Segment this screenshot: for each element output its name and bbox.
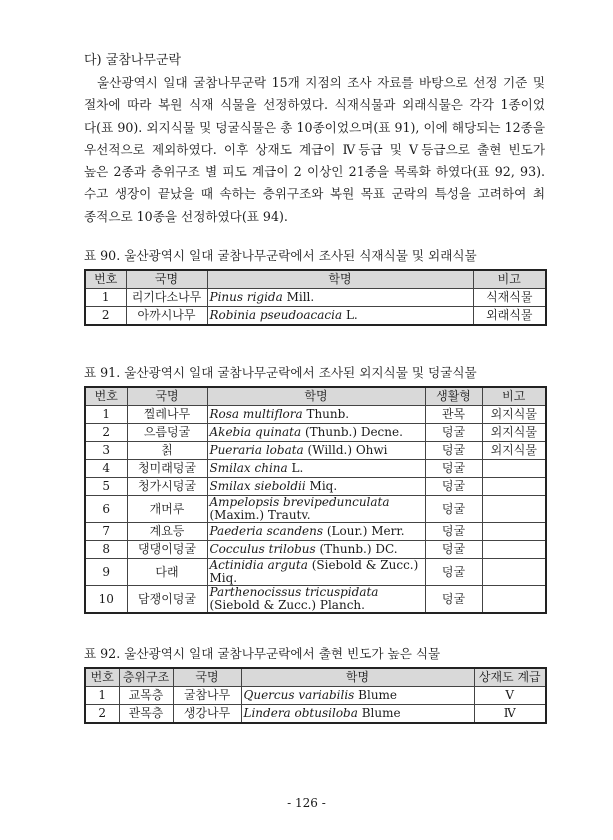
note-cell (482, 559, 546, 586)
no-cell: 6 (85, 496, 127, 523)
class-cell: Ⅴ (474, 687, 546, 705)
scientific-name: Pinus rigida (209, 290, 283, 304)
author-name: Mill. (282, 290, 315, 304)
table-row (85, 478, 546, 496)
table-92-caption: 표 92. 울산광역시 일대 굴참나무군락에서 출현 빈도가 높은 식물 (84, 646, 441, 661)
scientific-name: Robinia pseudoacacia (209, 308, 343, 322)
header-cell: 상재도 계급 (474, 668, 546, 687)
korean-cell: 청미래덩굴 (127, 460, 207, 478)
korean-cell: 아까시나무 (126, 307, 207, 326)
korean-cell: 생강나무 (173, 705, 241, 724)
korean-cell: 찔레나무 (127, 406, 207, 424)
scientific-name-cell (207, 541, 425, 559)
scientific-name-cell (207, 307, 473, 326)
no-cell: 2 (85, 705, 119, 724)
table-row (85, 424, 546, 442)
scientific-name: Cocculus trilobus (209, 542, 316, 556)
note-cell (482, 523, 546, 541)
form-cell: 덩굴 (425, 496, 482, 523)
scientific-name-cell (207, 586, 425, 614)
author-name: L. (287, 461, 304, 475)
table-row (85, 523, 546, 541)
korean-cell: 리기다소나무 (126, 289, 207, 307)
scientific-name: Paederia scandens (209, 524, 324, 538)
form-cell: 덩굴 (425, 478, 482, 496)
no-cell: 7 (85, 523, 127, 541)
scientific-name: Pueraria lobata (209, 443, 304, 457)
scientific-name-cell (207, 523, 425, 541)
scientific-name: Akebia quinata (209, 425, 302, 439)
scientific-name-cell (207, 496, 425, 523)
table-row (85, 496, 546, 523)
no-cell: 9 (85, 559, 127, 586)
layer-cell: 관목층 (119, 705, 173, 724)
paragraph-line: 우선적으로 제외하였다. 이후 상재도 계급이 Ⅳ등급 및 Ⅴ등급으로 출현 빈도가 (84, 141, 545, 157)
author-name: (Siebold & Zucc.) Miq. (209, 558, 419, 585)
scientific-name-cell (207, 289, 473, 307)
no-cell: 1 (85, 687, 119, 705)
note-cell (482, 541, 546, 559)
paragraph-line: 수고 생장이 끝났을 때 속하는 층위구조와 복원 목표 군락의 특성을 고려하여 최 (84, 186, 545, 202)
no-cell: 5 (85, 478, 127, 496)
note-cell: 외지식물 (482, 406, 546, 424)
no-cell: 2 (85, 307, 126, 326)
table-row (85, 586, 546, 614)
header-cell: 생활형 (425, 387, 482, 406)
form-cell: 덩굴 (425, 442, 482, 460)
form-cell: 관목 (425, 406, 482, 424)
author-name: (Thunb.) Decne. (301, 425, 403, 439)
scientific-name: Actinidia arguta (209, 558, 308, 572)
no-cell: 2 (85, 424, 127, 442)
scientific-name: Smilax sieboldii (209, 479, 306, 493)
header-cell: 국명 (126, 270, 207, 289)
scientific-name-cell (207, 478, 425, 496)
author-name: (Willd.) Ohwi (303, 443, 388, 457)
korean-cell: 굴참나무 (173, 687, 241, 705)
header-cell: 국명 (127, 387, 207, 406)
scientific-name-cell (241, 687, 474, 705)
form-cell: 덩굴 (425, 559, 482, 586)
scientific-name-cell (207, 559, 425, 586)
note-cell (482, 586, 546, 614)
table-91-caption: 표 91. 울산광역시 일대 굴참나무군락에서 조사된 외지식물 및 덩굴식물 (84, 365, 477, 380)
paragraph-line: 울산광역시 일대 굴참나무군락 15개 지점의 조사 자료를 바탕으로 선정 기준 및 (97, 75, 545, 90)
header-cell: 학명 (207, 270, 473, 289)
scientific-name: Parthenocissus tricuspidata (209, 585, 379, 599)
form-cell: 덩굴 (425, 424, 482, 442)
table-row (85, 460, 546, 478)
no-cell: 8 (85, 541, 127, 559)
korean-cell: 청가시덩굴 (127, 478, 207, 496)
table-90-caption: 표 90. 울산광역시 일대 굴참나무군락에서 조사된 식재식물 및 외래식물 (84, 248, 477, 263)
scientific-name-cell (207, 460, 425, 478)
header-cell: 학명 (241, 668, 474, 687)
class-cell: Ⅳ (474, 705, 546, 724)
no-cell: 4 (85, 460, 127, 478)
note-cell (482, 478, 546, 496)
header-cell: 학명 (207, 387, 425, 406)
note-cell (482, 496, 546, 523)
scientific-name: Smilax china (209, 461, 288, 475)
korean-cell: 칡 (127, 442, 207, 460)
scientific-name-cell (241, 705, 474, 724)
layer-cell: 교목층 (119, 687, 173, 705)
author-name: Blume (357, 706, 401, 720)
korean-cell: 담쟁이덩굴 (127, 586, 207, 614)
author-name: (Lour.) Merr. (323, 524, 405, 538)
no-cell: 3 (85, 442, 127, 460)
korean-cell: 계요등 (127, 523, 207, 541)
note-cell (482, 460, 546, 478)
author-name: (Thunb.) DC. (315, 542, 398, 556)
table-row (85, 705, 546, 724)
header-cell: 번호 (85, 387, 127, 406)
form-cell: 덩굴 (425, 586, 482, 614)
form-cell: 덩굴 (425, 541, 482, 559)
no-cell: 10 (85, 586, 127, 614)
header-cell: 층위구조 (119, 668, 173, 687)
table-row (85, 307, 546, 326)
header-cell: 비고 (473, 270, 546, 289)
paragraph-line: 절차에 따라 복원 식재 식물을 선정하였다. 식재식물과 외래식물은 각각 1종이었 (84, 97, 545, 113)
form-cell: 덩굴 (425, 460, 482, 478)
scientific-name: Lindera obtusiloba (243, 706, 358, 720)
author-name: (Maxim.) Trautv. (209, 508, 311, 522)
author-name: (Siebold & Zucc.) Planch. (209, 598, 365, 612)
author-name: Miq. (305, 479, 338, 493)
scientific-name-cell (207, 406, 425, 424)
table-row (85, 442, 546, 460)
table-row (85, 541, 546, 559)
table-90 (84, 269, 547, 326)
author-name: Blume (354, 688, 398, 702)
note-cell: 외지식물 (482, 442, 546, 460)
paragraph-line: 높은 2종과 층위구조 별 피도 계급이 2 이상인 21종을 목록화 하였다(표 92, 93). (84, 164, 545, 180)
scientific-name-cell (207, 424, 425, 442)
header-cell: 국명 (173, 668, 241, 687)
scientific-name: Rosa multiflora (209, 407, 303, 421)
scientific-name: Quercus variabilis (243, 688, 355, 702)
note-cell: 외래식물 (473, 307, 546, 326)
paragraph-line: 다(표 90). 외지식물 및 덩굴식물은 총 10종이었으며(표 91), 이에 해당되는 12종을 (84, 119, 545, 135)
no-cell: 1 (85, 406, 127, 424)
korean-cell: 개머루 (127, 496, 207, 523)
note-cell: 외지식물 (482, 424, 546, 442)
no-cell: 1 (85, 289, 126, 307)
korean-cell: 으름덩굴 (127, 424, 207, 442)
author-name: Thunb. (302, 407, 350, 421)
table-92 (84, 667, 547, 724)
korean-cell: 댕댕이덩굴 (127, 541, 207, 559)
header-cell: 번호 (85, 270, 126, 289)
table-row (85, 289, 546, 307)
header-cell: 번호 (85, 668, 119, 687)
author-name: L. (342, 308, 358, 322)
table-91 (84, 386, 547, 614)
korean-cell: 다래 (127, 559, 207, 586)
form-cell: 덩굴 (425, 523, 482, 541)
section-heading: 다) 굴참나무군락 (84, 53, 182, 68)
page-number: - 126 - (287, 796, 326, 810)
header-cell: 비고 (482, 387, 546, 406)
scientific-name-cell (207, 442, 425, 460)
scientific-name: Ampelopsis brevipedunculata (209, 495, 390, 509)
table-row (85, 406, 546, 424)
note-cell: 식재식물 (473, 289, 546, 307)
table-row (85, 687, 546, 705)
paragraph-line: 종적으로 10종을 선정하였다(표 94). (84, 208, 288, 224)
table-row (85, 559, 546, 586)
body-paragraph (84, 72, 545, 228)
